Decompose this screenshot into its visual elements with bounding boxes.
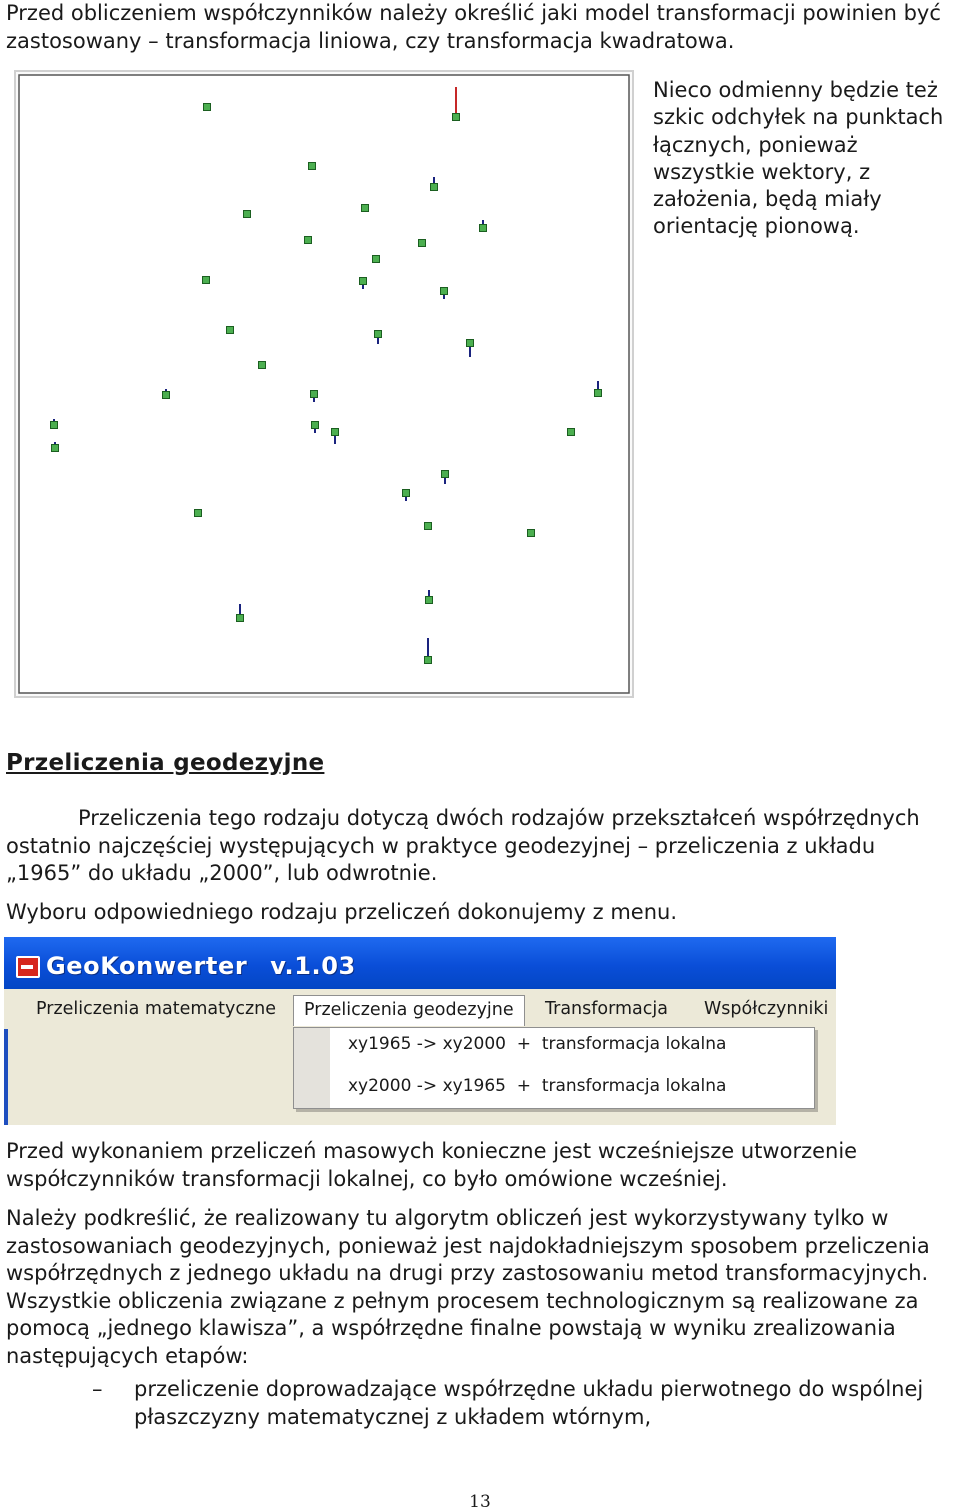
point-marker [51, 422, 58, 429]
point-marker [237, 615, 244, 622]
point-marker [426, 597, 433, 604]
menu-geodetic-conversions[interactable]: Przeliczenia geodezyjne [293, 995, 525, 1026]
control-point [373, 256, 380, 263]
page-number: 13 [469, 1492, 491, 1512]
section-heading: Przeliczenia geodezyjne [6, 750, 325, 776]
point-marker [403, 490, 410, 497]
point-marker [244, 211, 251, 218]
control-point [195, 510, 202, 517]
control-point [309, 163, 316, 170]
paragraph-conversions-text: Przeliczenia tego rodzaju dotyczą dwóch rodzajów przekształceń współrzędnych ostatnio najczęściej występujących w praktyce geodezyjnej – przeliczenia z układu „1965” do układu „2000”, lub odwrotnie. [6, 806, 920, 885]
point-marker [419, 240, 426, 247]
control-point [244, 211, 251, 218]
point-marker [52, 445, 59, 452]
control-point [568, 429, 575, 436]
control-point [425, 523, 432, 530]
point-marker [425, 657, 432, 664]
point-marker [568, 429, 575, 436]
point-marker [442, 471, 449, 478]
point-marker [227, 327, 234, 334]
list-marker: – [92, 1377, 103, 1401]
point-marker [373, 256, 380, 263]
menu-math-conversions[interactable]: Przeliczenia matematyczne [36, 999, 276, 1019]
control-point [305, 237, 312, 244]
control-point [419, 240, 426, 247]
list-item: przeliczenie doprowadzające współrzędne układu pierwotnego do wspólnej płaszczyzny matematycznej z układem wtórnym, [134, 1377, 924, 1429]
control-point [203, 277, 210, 284]
point-marker [311, 391, 318, 398]
point-marker [203, 277, 210, 284]
point-marker [312, 422, 319, 429]
control-point [259, 362, 266, 369]
point-marker [259, 362, 266, 369]
point-marker [360, 278, 367, 285]
point-marker [305, 237, 312, 244]
control-point [204, 104, 211, 111]
point-marker [425, 523, 432, 530]
point-marker [375, 331, 382, 338]
title-bar [4, 937, 836, 989]
paragraph-bulk-conversion: Przed wykonaniem przeliczeń masowych konieczne jest wcześniejsze utworzenie współczynników transformacji lokalnej, co było omówione wcześniej. [6, 1139, 858, 1191]
point-marker [195, 510, 202, 517]
app-icon [16, 956, 40, 978]
point-marker [453, 114, 460, 121]
point-marker [204, 104, 211, 111]
paragraph-algorithm: Należy podkreślić, że realizowany tu algorytm obliczeń jest wykorzystywany tylko w zastosowaniach geodezyjnych, ponieważ jest najdokładniejszym sposobem przeliczenia współrzędnych z jednego układu na drugi przy zastosowaniu metod transformacyjnych. Wszystkie obliczenia związane z pełnym procesem technologicznym są realizowane za pomocą „jednego klawisza”, a współrzędne finalne powstają w wyniku zrealizowania następujących etapów: [6, 1206, 930, 1368]
point-marker [441, 288, 448, 295]
paragraph-conversions [6, 805, 956, 888]
point-marker [362, 205, 369, 212]
point-marker [528, 530, 535, 537]
window-title: GeoKonwerter v.1.03 [46, 952, 356, 980]
menu-transformation[interactable]: Transformacja [545, 999, 668, 1019]
point-marker [480, 225, 487, 232]
control-point [362, 205, 369, 212]
point-marker [431, 184, 438, 191]
control-point [227, 327, 234, 334]
residual-vector-sketch [14, 70, 634, 698]
point-marker [595, 390, 602, 397]
point-marker [467, 340, 474, 347]
dropdown-item-2000-to-1965[interactable]: xy2000 -> xy1965 + transformacja lokalna [348, 1076, 727, 1096]
control-point [528, 530, 535, 537]
intro-paragraph: Przed obliczeniem współczynników należy określić jaki model transformacji powinien być zastosowany – transformacja liniowa, czy transformacja kwadratowa. [6, 1, 941, 53]
point-marker [309, 163, 316, 170]
menu-coefficients[interactable]: Współczynniki [704, 999, 829, 1019]
geokonwerter-window [4, 937, 836, 1125]
figure-side-note: Nieco odmienny będzie też szkic odchyłek na punktach łącznych, ponieważ wszystkie wektory, z założenia, będą miały orientację pionową. [653, 78, 944, 239]
dropdown-gutter [294, 1028, 330, 1108]
paragraph-menu-choice: Wyboru odpowiedniego rodzaju przeliczeń dokonujemy z menu. [6, 900, 678, 924]
point-marker [163, 392, 170, 399]
geodetic-dropdown [293, 1027, 815, 1109]
point-marker [332, 429, 339, 436]
dropdown-item-1965-to-2000[interactable]: xy1965 -> xy2000 + transformacja lokalna [348, 1034, 727, 1054]
